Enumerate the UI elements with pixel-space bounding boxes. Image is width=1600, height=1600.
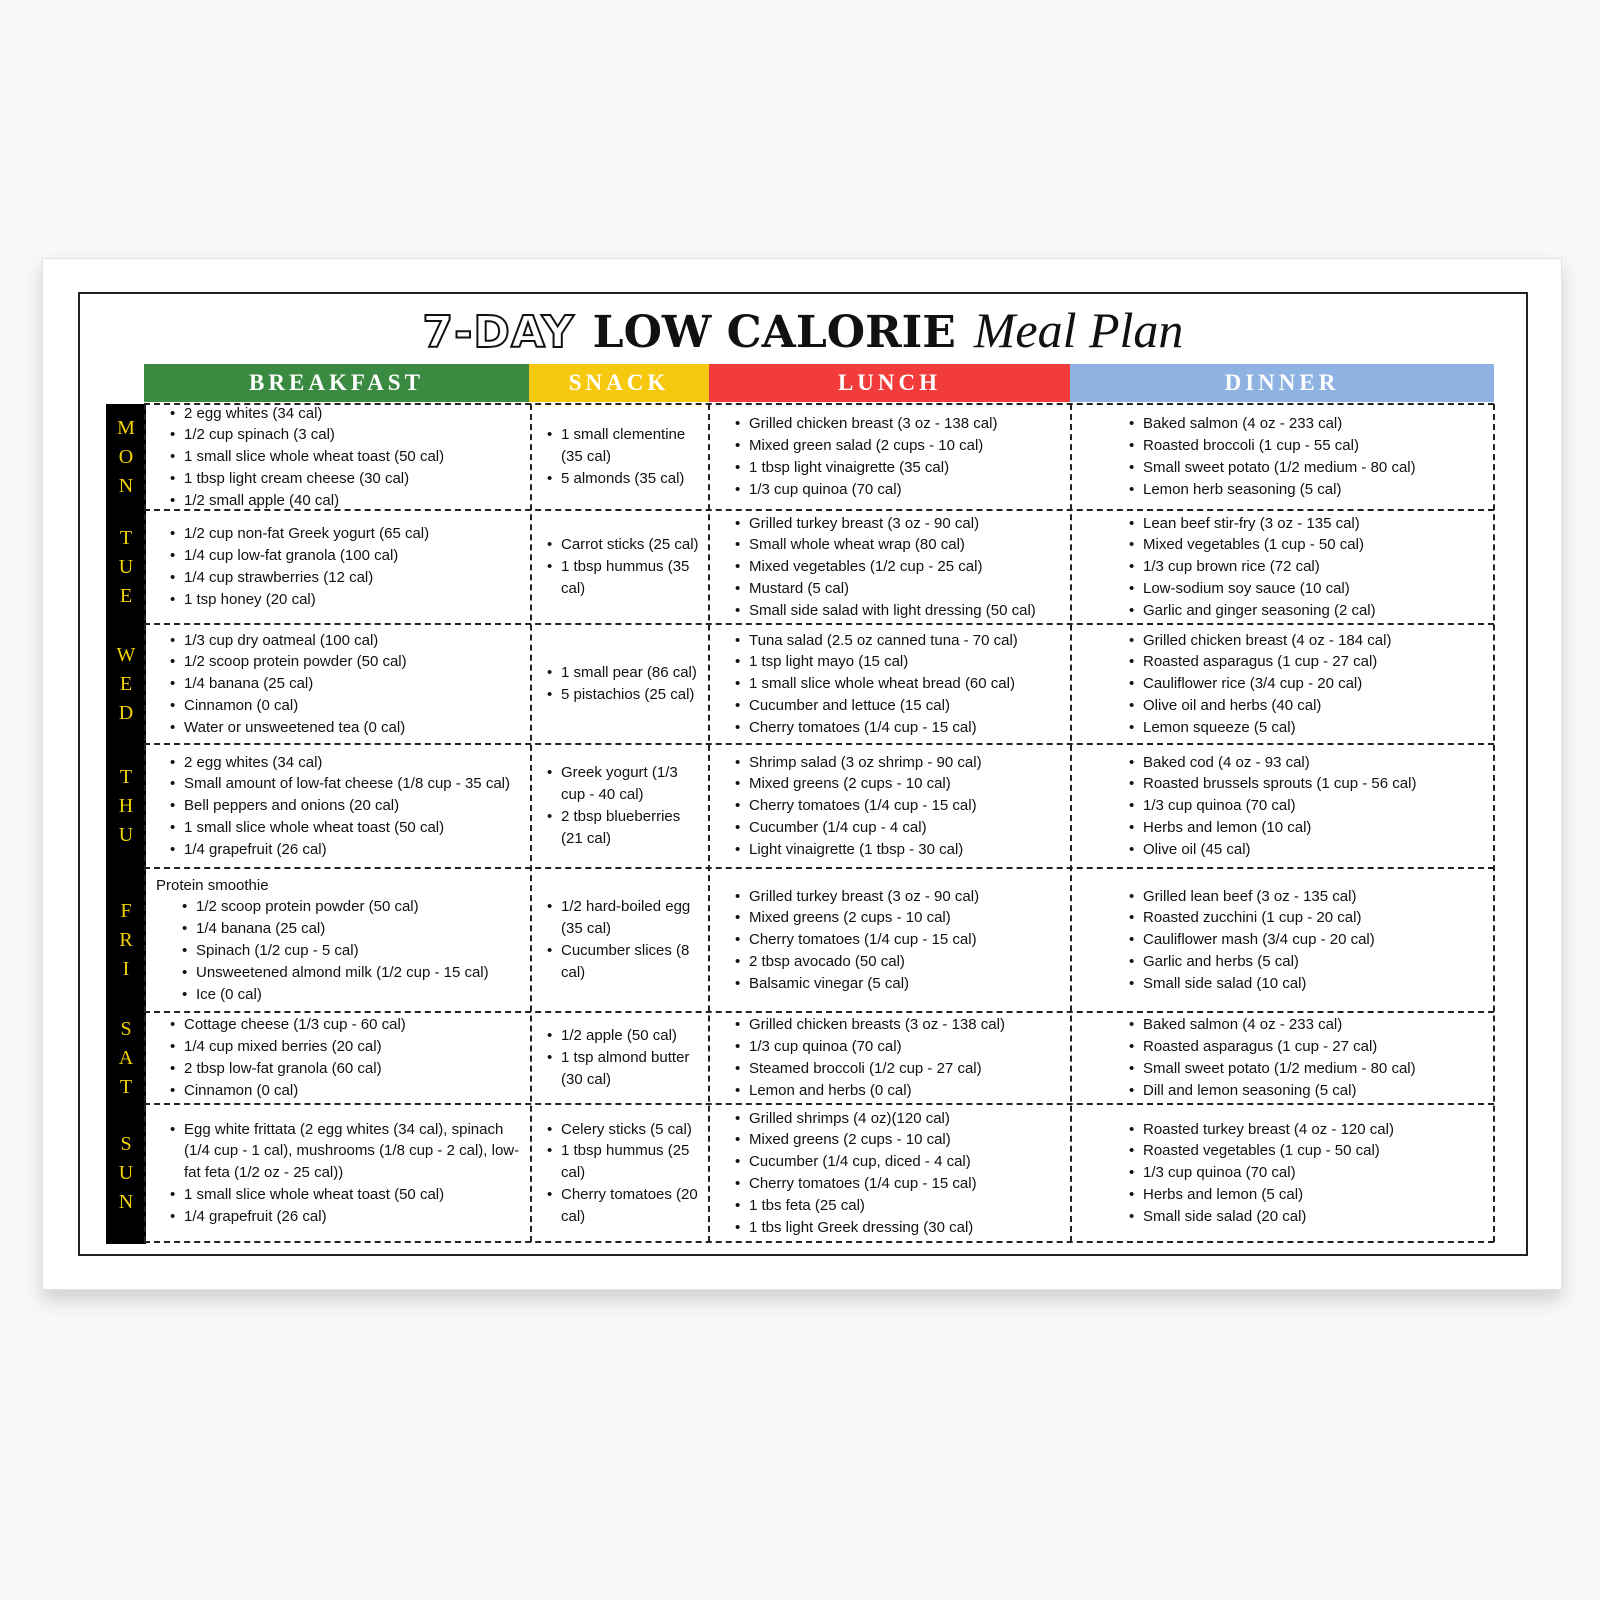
day-letter: I [122,957,130,980]
meal-list [735,886,1063,995]
meal-item: • Mixed greens (2 cups - 10 cal) [735,1129,1063,1151]
page-title [78,298,1528,362]
meal-item: • Baked salmon (4 oz - 233 cal) [1129,1014,1484,1036]
meal-item: • Lemon herb seasoning (5 cal) [1129,479,1484,501]
meal-list [170,1014,521,1101]
day-letter: S [120,1132,132,1155]
meal-item: • Baked cod (4 oz - 93 cal) [1129,752,1484,774]
meal-list [547,662,701,706]
snack-cell [547,1104,701,1242]
day-label [106,744,146,868]
breakfast-cell [170,510,521,624]
day-letter: U [118,1161,134,1184]
meal-list [1129,1014,1484,1101]
day-letter: E [119,584,133,607]
meal-list [1129,413,1484,500]
day-letter: T [119,526,133,549]
meal-item: • Egg white frittata (2 egg whites (34 cal), spinach (1/4 cup - 1 cal), mushrooms (1/8 cup - 2 cal), low-fat feta (1/2 oz - 25 cal)) [170,1119,521,1184]
snack-cell [547,868,701,1012]
meal-item: • 1/4 banana (25 cal) [170,673,521,695]
meal-heading: Protein smoothie [156,876,269,894]
day-label [106,510,146,624]
meal-item: • Cherry tomatoes (1/4 cup - 15 cal) [735,929,1063,951]
meal-item: • 1/4 cup mixed berries (20 cal) [170,1036,521,1058]
day-letter: U [118,823,134,846]
meal-list [170,630,521,739]
meal-item: • Grilled turkey breast (3 oz - 90 cal) [735,886,1063,908]
meal-item: • 5 almonds (35 cal) [547,468,701,490]
meal-item: • Lemon and herbs (0 cal) [735,1080,1063,1102]
grid-vertical-line [1070,404,1072,1242]
day-column [106,404,146,1244]
meal-item: • 1 small slice whole wheat toast (50 cal) [170,817,521,839]
meal-item: • 1 small pear (86 cal) [547,662,701,684]
meal-item: • Mixed greens (2 cups - 10 cal) [735,907,1063,929]
meal-item: • Small sweet potato (1/2 medium - 80 cal) [1129,457,1484,479]
meal-item: • Unsweetened almond milk (1/2 cup - 15 cal) [182,962,521,984]
day-label [106,404,146,510]
day-letter: N [118,474,134,497]
meal-item: • Mustard (5 cal) [735,578,1063,600]
meal-item: • 1/3 cup brown rice (72 cal) [1129,556,1484,578]
meal-item: • 1/2 cup non-fat Greek yogurt (65 cal) [170,523,521,545]
header-snack: SNACK [529,364,709,402]
day-label [106,624,146,744]
meal-item: • Mixed vegetables (1 cup - 50 cal) [1129,534,1484,556]
meal-item: • Water or unsweetened tea (0 cal) [170,717,521,739]
meal-item: • 1 tbsp light vinaigrette (35 cal) [735,457,1063,479]
header-dinner: DINNER [1070,364,1494,402]
meal-item: • Small side salad with light dressing (50 cal) [735,600,1063,622]
meal-item: • Small side salad (20 cal) [1129,1206,1484,1228]
lunch-cell [735,744,1063,868]
meal-list [735,413,1063,500]
day-letter: S [120,1017,132,1040]
day-label [106,1012,146,1104]
lunch-cell [735,404,1063,510]
meal-item: • Cinnamon (0 cal) [170,1080,521,1102]
meal-list [735,630,1063,739]
meal-item: • Cucumber (1/4 cup - 4 cal) [735,817,1063,839]
snack-cell [547,510,701,624]
meal-list [547,896,701,983]
meal-item: • 2 egg whites (34 cal) [170,752,521,774]
meal-item: • 1 tsp honey (20 cal) [170,589,521,611]
meal-list [1129,1119,1484,1228]
meal-item: • Grilled turkey breast (3 oz - 90 cal) [735,513,1063,535]
meal-item: • Herbs and lemon (5 cal) [1129,1184,1484,1206]
grid-vertical-line [144,404,146,1242]
meal-item: • Garlic and herbs (5 cal) [1129,951,1484,973]
day-letter: H [118,794,134,817]
meal-item: • 1/3 cup quinoa (70 cal) [1129,1162,1484,1184]
lunch-cell [735,1104,1063,1242]
breakfast-cell [170,404,521,510]
lunch-cell [735,510,1063,624]
grid-vertical-line [530,404,532,1242]
meal-list [735,1014,1063,1101]
meal-item: • Spinach (1/2 cup - 5 cal) [182,940,521,962]
meal-item: • Bell peppers and onions (20 cal) [170,795,521,817]
lunch-cell [735,1012,1063,1104]
breakfast-cell [170,744,521,868]
meal-item: • Steamed broccoli (1/2 cup - 27 cal) [735,1058,1063,1080]
meal-item: • 1 small slice whole wheat bread (60 cal) [735,673,1063,695]
meal-item: • 2 egg whites (34 cal) [170,403,521,425]
meal-item: • 1 small slice whole wheat toast (50 cal) [170,1184,521,1206]
meal-item: • Roasted brussels sprouts (1 cup - 56 cal) [1129,773,1484,795]
meal-item: • 1/4 cup low-fat granola (100 cal) [170,545,521,567]
meal-list [735,1108,1063,1239]
meal-item: • Balsamic vinegar (5 cal) [735,973,1063,995]
meal-item: • Grilled shrimps (4 oz)(120 cal) [735,1108,1063,1130]
meal-item: • Cottage cheese (1/3 cup - 60 cal) [170,1014,521,1036]
breakfast-cell [156,868,521,1012]
meal-item: • Mixed green salad (2 cups - 10 cal) [735,435,1063,457]
day-letter: T [119,765,133,788]
lunch-cell [735,868,1063,1012]
meal-item: • Roasted turkey breast (4 oz - 120 cal) [1129,1119,1484,1141]
day-label [106,1104,146,1242]
dinner-cell [1129,404,1484,510]
meal-item: • 1/4 grapefruit (26 cal) [170,1206,521,1228]
meal-item: • Lean beef stir-fry (3 oz - 135 cal) [1129,513,1484,535]
meal-item: • 1 tbsp light cream cheese (30 cal) [170,468,521,490]
day-letter: F [120,899,132,922]
day-letter: D [118,701,134,724]
day-letter: E [119,672,133,695]
meal-item: • 1/3 cup quinoa (70 cal) [735,479,1063,501]
meal-item: • 1 small clementine (35 cal) [547,424,701,468]
meal-list [547,1119,701,1228]
day-label [106,868,146,1012]
meal-item: • 1/3 cup dry oatmeal (100 cal) [170,630,521,652]
meal-item: • Cucumber slices (8 cal) [547,940,701,984]
meal-list [1129,630,1484,739]
meal-item: • Light vinaigrette (1 tbsp - 30 cal) [735,839,1063,861]
lunch-cell [735,624,1063,744]
meal-item: • Roasted vegetables (1 cup - 50 cal) [1129,1140,1484,1162]
meal-list [170,523,521,610]
breakfast-cell [170,1104,521,1242]
meal-item: • 1 tbsp hummus (35 cal) [547,556,701,600]
meal-item: • 1/4 grapefruit (26 cal) [170,839,521,861]
dinner-cell [1129,1012,1484,1104]
breakfast-cell [170,1012,521,1104]
meal-item: • Baked salmon (4 oz - 233 cal) [1129,413,1484,435]
snack-cell [547,1012,701,1104]
meal-list [1129,513,1484,622]
meal-item: • Low-sodium soy sauce (10 cal) [1129,578,1484,600]
meal-item: • 1 tsp almond butter (30 cal) [547,1047,701,1091]
title-days: 7-DAY [422,307,575,358]
meal-item: • Olive oil (45 cal) [1129,839,1484,861]
day-letter: W [116,643,136,666]
grid-vertical-line [1493,404,1495,1242]
meal-item: • 5 pistachios (25 cal) [547,684,701,706]
meal-item: • Grilled chicken breast (3 oz - 138 cal) [735,413,1063,435]
meal-list [735,752,1063,861]
meal-list [170,1119,521,1228]
meal-item: • Cinnamon (0 cal) [170,695,521,717]
meal-item: • Cherry tomatoes (1/4 cup - 15 cal) [735,795,1063,817]
meal-item: • Dill and lemon seasoning (5 cal) [1129,1080,1484,1102]
meal-list [1129,886,1484,995]
meal-item: • Mixed greens (2 cups - 10 cal) [735,773,1063,795]
meal-item: • 1/3 cup quinoa (70 cal) [735,1036,1063,1058]
meal-item: • Small sweet potato (1/2 medium - 80 cal) [1129,1058,1484,1080]
meal-item: • 2 tbsp low-fat granola (60 cal) [170,1058,521,1080]
meal-item: • 1 tbs feta (25 cal) [735,1195,1063,1217]
breakfast-cell [170,624,521,744]
dinner-cell [1129,510,1484,624]
meal-item: • 1/2 scoop protein powder (50 cal) [182,896,521,918]
meal-item: • Garlic and ginger seasoning (2 cal) [1129,600,1484,622]
meal-item: • 1/2 cup spinach (3 cal) [170,424,521,446]
meal-item: • Cucumber (1/4 cup, diced - 4 cal) [735,1151,1063,1173]
snack-cell [547,624,701,744]
title-meal-plan: Meal Plan [973,302,1184,358]
meal-item: • Tuna salad (2.5 oz canned tuna - 70 cal) [735,630,1063,652]
meal-item: • Cucumber and lettuce (15 cal) [735,695,1063,717]
snack-cell [547,744,701,868]
meal-item: • 1/2 scoop protein powder (50 cal) [170,651,521,673]
meal-item: • Lemon squeeze (5 cal) [1129,717,1484,739]
meal-item: • Roasted broccoli (1 cup - 55 cal) [1129,435,1484,457]
meal-item: • 2 tbsp avocado (50 cal) [735,951,1063,973]
meal-item: • Grilled chicken breast (4 oz - 184 cal) [1129,630,1484,652]
meal-item: • Cauliflower mash (3/4 cup - 20 cal) [1129,929,1484,951]
meal-list [1129,752,1484,861]
meal-item: • 2 tbsp blueberries (21 cal) [547,806,701,850]
dinner-cell [1129,624,1484,744]
meal-list [170,752,521,861]
meal-item: • 1/3 cup quinoa (70 cal) [1129,795,1484,817]
grid-vertical-line [708,404,710,1242]
meal-item: • Grilled chicken breasts (3 oz - 138 cal) [735,1014,1063,1036]
meal-list [170,896,521,1005]
meal-item: • Cauliflower rice (3/4 cup - 20 cal) [1129,673,1484,695]
meal-item: • Carrot sticks (25 cal) [547,534,701,556]
meal-item: • Roasted zucchini (1 cup - 20 cal) [1129,907,1484,929]
meal-item: • Small amount of low-fat cheese (1/8 cup - 35 cal) [170,773,521,795]
meal-list [547,534,701,599]
meal-item: • 1/4 cup strawberries (12 cal) [170,567,521,589]
meal-item: • 1 tbs light Greek dressing (30 cal) [735,1217,1063,1239]
meal-item: • 1/4 banana (25 cal) [182,918,521,940]
meal-item: • 1 small slice whole wheat toast (50 cal) [170,446,521,468]
meal-list [547,424,701,489]
meal-item: • 1/2 small apple (40 cal) [170,490,521,512]
meal-item: • 1/2 apple (50 cal) [547,1025,701,1047]
meal-item: • 1/2 hard-boiled egg (35 cal) [547,896,701,940]
meal-list [735,513,1063,622]
day-letter: A [118,1046,134,1069]
meal-item: • Roasted asparagus (1 cup - 27 cal) [1129,1036,1484,1058]
meal-item: • Cherry tomatoes (20 cal) [547,1184,701,1228]
meal-list [170,403,521,512]
meal-item: • Mixed vegetables (1/2 cup - 25 cal) [735,556,1063,578]
dinner-cell [1129,744,1484,868]
meal-item: • Celery sticks (5 cal) [547,1119,701,1141]
meal-item: • Shrimp salad (3 oz shrimp - 90 cal) [735,752,1063,774]
meal-item: • Small side salad (10 cal) [1129,973,1484,995]
title-low-calorie: LOW CALORIE [592,307,956,358]
meal-item: • Cherry tomatoes (1/4 cup - 15 cal) [735,1173,1063,1195]
day-letter: M [117,416,135,439]
header-breakfast: BREAKFAST [144,364,529,402]
dinner-cell [1129,868,1484,1012]
meal-item: • Small whole wheat wrap (80 cal) [735,534,1063,556]
meal-item: • Grilled lean beef (3 oz - 135 cal) [1129,886,1484,908]
meal-list [547,1025,701,1090]
meal-item: • Roasted asparagus (1 cup - 27 cal) [1129,651,1484,673]
meal-item: • Ice (0 cal) [182,984,521,1006]
meal-item: • Olive oil and herbs (40 cal) [1129,695,1484,717]
meal-item: • Cherry tomatoes (1/4 cup - 15 cal) [735,717,1063,739]
meal-item: • 1 tbsp hummus (25 cal) [547,1140,701,1184]
day-letter: O [118,445,134,468]
day-letter: R [119,928,133,951]
dinner-cell [1129,1104,1484,1242]
day-letter: T [119,1075,133,1098]
day-letter: U [118,555,134,578]
snack-cell [547,404,701,510]
meal-item: • Herbs and lemon (10 cal) [1129,817,1484,839]
meal-item: • Greek yogurt (1/3 cup - 40 cal) [547,762,701,806]
day-letter: N [118,1190,134,1213]
meal-list [547,762,701,849]
meal-item: • 1 tsp light mayo (15 cal) [735,651,1063,673]
header-lunch: LUNCH [709,364,1070,402]
